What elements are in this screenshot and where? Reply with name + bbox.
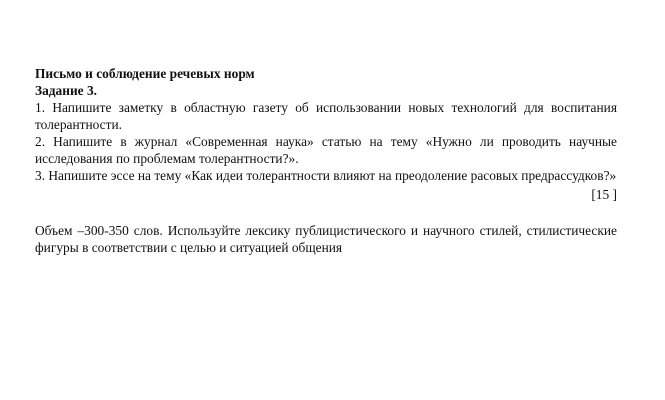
requirements-note: Объем –300-350 слов. Используйте лексику публицистического и научного стилей, стилистические фигуры в соответствии с целью и ситуацией общения: [35, 223, 617, 255]
score-mark: [15 ]: [591, 187, 617, 202]
task-item-1: 1. Напишите заметку в областную газету об использовании новых технологий для воспитания толерантности.: [35, 100, 617, 132]
task-item-2: 2. Напишите в журнал «Современная наука» статью на тему «Нужно ли проводить научные исследования по проблемам толерантности?».: [35, 134, 617, 166]
task-item-3: 3. Напишите эссе на тему «Как идеи толерантности влияют на преодоление расовых предрассудков?»: [35, 168, 617, 183]
document-body: [35, 65, 617, 269]
task-label: Задание 3.: [35, 83, 97, 98]
section-heading: Письмо и соблюдение речевых норм: [35, 66, 255, 81]
